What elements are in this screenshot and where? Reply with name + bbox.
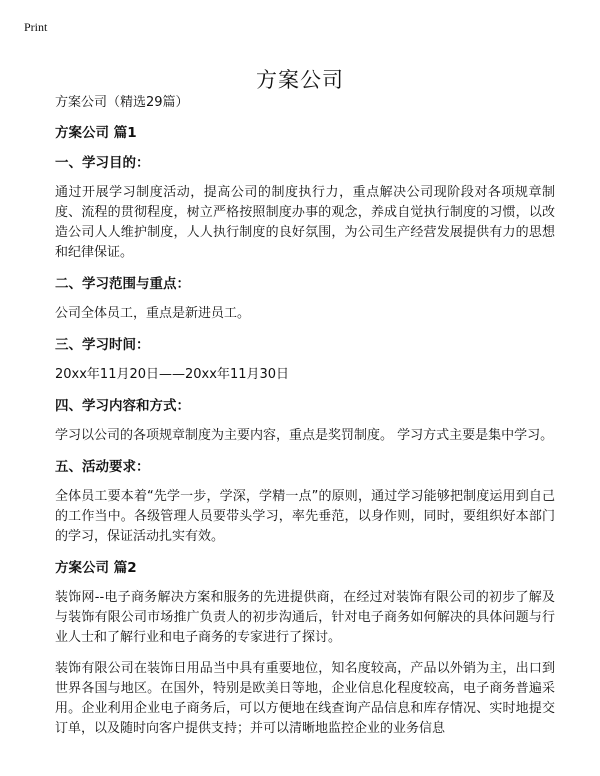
section-1-heading: 一、学习目的： [55, 155, 150, 171]
page-title: 方案公司 [256, 68, 344, 93]
section-5-heading: 五、活动要求： [55, 459, 150, 475]
part-1-heading: 方案公司 篇1 [55, 125, 137, 141]
section-4-paragraph: 学习以公司的各项规章制度为主要内容，重点是奖罚制度。 学习方式主要是集中学习。 [55, 428, 554, 443]
part-2-paragraph-2: 装饰有限公司在装饰日用品当中具有重要地位，知名度较高，产品以外销为主，出口到世界各国与地区。在国外，特别是欧美日等地，企业信息化程度较高，电子商务普遍采用。企业利用企业电子商务后，可以方便地在线查询产品信息和库存情况、实时地提交订单，以及随时向客户提供支持；并可以清晰地监控企业的业务信息 [55, 661, 555, 736]
section-1-paragraph: 通过开展学习制度活动，提高公司的制度执行力，重点解决公司现阶段对各项规章制度、流程的贯彻程度，树立严格按照制度办事的观念，养成自觉执行制度的习惯，以改造公司人人维护制度，人人执行制度的良好氛围，为公司生产经营发展提供有力的思想和纪律保证。 [55, 185, 555, 260]
part-2-heading: 方案公司 篇2 [55, 560, 137, 576]
section-3-paragraph: 20xx年11月20日——20xx年11月30日 [55, 367, 290, 382]
section-2-paragraph: 公司全体员工，重点是新进员工。 [55, 306, 251, 321]
section-2-heading: 二、学习范围与重点： [55, 276, 190, 292]
section-4-heading: 四、学习内容和方式： [55, 398, 190, 414]
print-label[interactable]: Print [24, 20, 48, 34]
section-5-paragraph: 全体员工要本着“先学一步，学深，学精一点”的原则，通过学习能够把制度运用到自己的工作当中。各级管理人员要带头学习，率先垂范，以身作则，同时，要组织好本部门的学习，保证活动扎实有效。 [55, 489, 555, 544]
section-3-heading: 三、学习时间： [55, 337, 150, 353]
part-2-paragraph-1: 装饰网--电子商务解决方案和服务的先进提供商，在经过对装饰有限公司的初步了解及与装饰有限公司市场推广负责人的初步沟通后，针对电子商务如何解决的具体问题与行业人士和了解行业和电子商务的专家进行了探讨。 [55, 590, 555, 645]
document-subtitle: 方案公司（精选29篇） [55, 95, 189, 110]
document-body [55, 88, 555, 750]
